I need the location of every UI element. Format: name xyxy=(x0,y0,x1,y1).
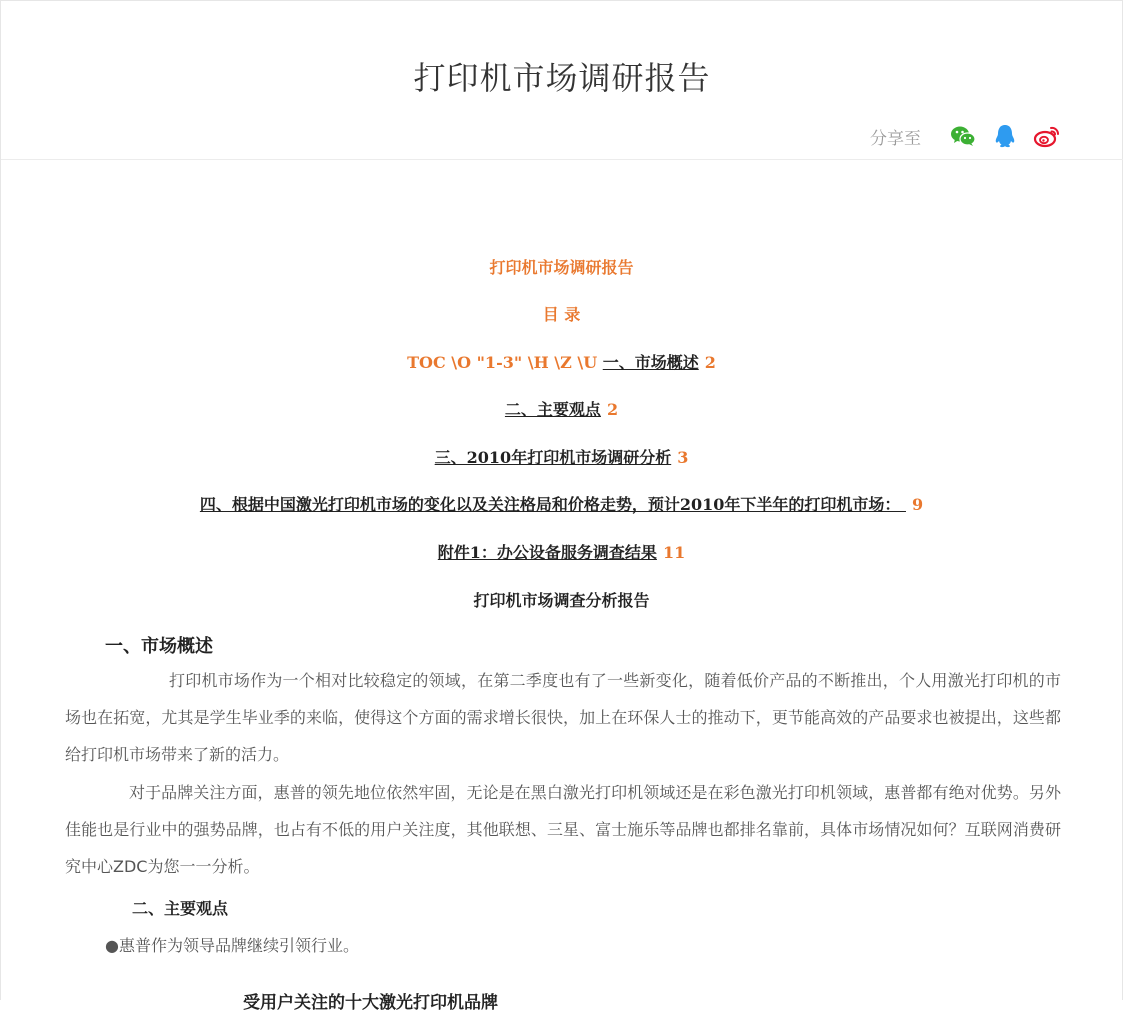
toc-page-number: 9 xyxy=(911,495,924,514)
share-bar xyxy=(870,119,1061,153)
toc-item-3 xyxy=(0,445,1123,468)
toc-item-4 xyxy=(0,492,1123,515)
paragraph: 打印机市场作为一个相对比较稳定的领域，在第二季度也有了一些新变化，随着低价产品的不断推出，个人用激光打印机的市场也在拓宽，尤其是学生毕业季的来临，使得这个方面的需求增长很快，加上在环保人士的推动下，更节能高效的产品要求也被提出，这些都给打印机市场带来了新的活力。 xyxy=(65,671,1061,764)
toc-item-1 xyxy=(0,350,1123,373)
doc-subtitle: 打印机市场调查分析报告 xyxy=(473,591,650,610)
wechat-icon[interactable] xyxy=(949,122,977,150)
weibo-icon[interactable] xyxy=(1033,122,1061,150)
toc-page-number: 11 xyxy=(662,543,686,562)
toc-link[interactable]: 二、主要观点 xyxy=(504,400,601,419)
paragraph: 对于品牌关注方面，惠普的领先地位依然牢固，无论是在黑白激光打印机领域还是在彩色激光打印机领域，惠普都有绝对优势。另外佳能也是行业中的强势品牌，也占有不低的用户关注度，其他联想、三星、富士施乐等品牌也都排名靠前，具体市场情况如何？互联网消费研究中心ZDC为您一一分析。 xyxy=(65,783,1061,876)
page-title: 打印机市场调研报告 xyxy=(413,59,711,97)
toc-link[interactable]: 四、根据中国激光打印机市场的变化以及关注格局和价格走势，预计2010年下半年的打印机市场： xyxy=(199,495,906,514)
qq-icon[interactable] xyxy=(991,122,1019,150)
toc-link[interactable]: 附件1：办公设备服务调查结果 xyxy=(437,543,657,562)
toc-item-2 xyxy=(0,397,1123,420)
section-heading: 二、主要观点 xyxy=(132,899,229,918)
chart-heading: 受用户关注的十大激光打印机品牌 xyxy=(243,993,498,1013)
toc-field-code: TOC \O "1-3" \H \Z \U xyxy=(407,353,603,372)
toc-heading: 目 录 xyxy=(542,305,581,324)
section-heading: 一、市场概述 xyxy=(105,636,213,657)
toc-item-5 xyxy=(0,540,1123,563)
doc-title: 打印机市场调研报告 xyxy=(489,258,634,277)
page-header xyxy=(1,1,1123,160)
toc-link[interactable]: 三、2010年打印机市场调研分析 xyxy=(434,448,672,467)
toc-page-number: 2 xyxy=(704,353,716,372)
toc-page-number: 2 xyxy=(606,400,619,419)
share-label: 分享至 xyxy=(870,128,921,149)
bullet-item: ●惠普作为领导品牌继续引领行业。 xyxy=(105,936,359,955)
toc-page-number: 3 xyxy=(677,448,689,467)
toc-link[interactable]: 一、市场概述 xyxy=(602,353,699,372)
